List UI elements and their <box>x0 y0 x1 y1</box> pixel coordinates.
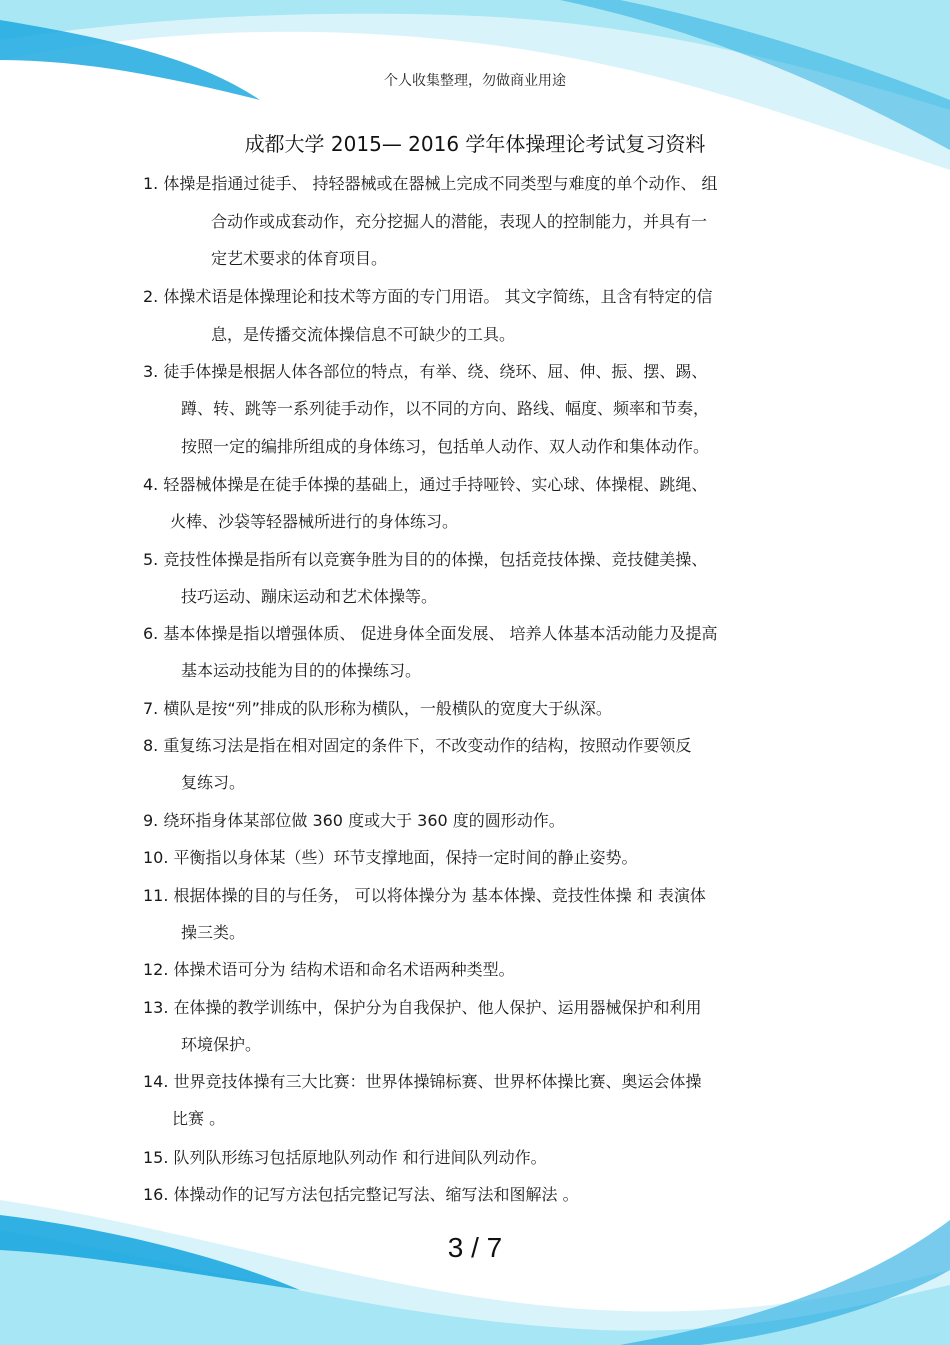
list-item: 10. 平衡指以身体某（些）环节支撑地面，保持一定时间的静止姿势。 <box>143 848 638 867</box>
list-item: 12. 体操术语可分为 结构术语和命名术语两种类型。 <box>143 960 515 979</box>
list-item: 1. 体操是指通过徒手、 持轻器械或在器械上完成不同类型与难度的单个动作、 组 <box>143 174 718 193</box>
list-item: 3. 徒手体操是根据人体各部位的特点，有举、绕、绕环、屈、伸、振、摆、踢、 <box>143 362 708 381</box>
list-item-continuation: 定艺术要求的体育项目。 <box>211 249 388 268</box>
list-item-continuation: 基本运动技能为目的的体操练习。 <box>181 661 422 680</box>
list-item: 5. 竞技性体操是指所有以竞赛争胜为目的的体操，包括竞技体操、竞技健美操、 <box>143 550 708 569</box>
document-title: 成都大学 2015— 2016 学年体操理论考试复习资料 <box>244 132 706 156</box>
list-item-continuation: 操三类。 <box>181 923 246 942</box>
list-item-continuation: 复练习。 <box>181 773 246 792</box>
list-item: 14. 世界竞技体操有三大比赛：世界体操锦标赛、世界杯体操比赛、奥运会体操 <box>143 1072 702 1091</box>
list-item: 8. 重复练习法是指在相对固定的条件下，不改变动作的结构，按照动作要领反 <box>143 736 692 755</box>
list-item-continuation: 比赛 。 <box>172 1109 226 1128</box>
list-item-continuation: 技巧运动、蹦床运动和艺术体操等。 <box>181 587 438 606</box>
header-note: 个人收集整理，勿做商业用途 <box>384 73 566 89</box>
list-item: 15. 队列队形练习包括原地队列动作 和行进间队列动作。 <box>143 1148 547 1167</box>
list-item: 11. 根据体操的目的与任务， 可以将体操分为 基本体操、竞技性体操 和 表演体 <box>143 886 706 905</box>
list-item-continuation: 火棒、沙袋等轻器械所进行的身体练习。 <box>170 512 459 531</box>
list-item-continuation: 息，是传播交流体操信息不可缺少的工具。 <box>211 325 516 344</box>
list-item: 13. 在体操的教学训练中，保护分为自我保护、他人保护、运用器械保护和利用 <box>143 998 702 1017</box>
list-item: 6. 基本体操是指以增强体质、 促进身体全面发展、 培养人体基本活动能力及提高 <box>143 624 718 643</box>
page-number: 3 / 7 <box>447 1232 503 1263</box>
list-item: 7. 横队是按“列”排成的队形称为横队，一般横队的宽度大于纵深。 <box>143 699 612 718</box>
list-item: 2. 体操术语是体操理论和技术等方面的专门用语。 其文字简练，且含有特定的信 <box>143 287 713 306</box>
list-item-continuation: 蹲、转、跳等一系列徒手动作，以不同的方向、路线、幅度、频率和节奏， <box>181 399 710 418</box>
list-item: 4. 轻器械体操是在徒手体操的基础上，通过手持哑铃、实心球、体操棍、跳绳、 <box>143 475 708 494</box>
list-item-continuation: 合动作或成套动作，充分挖掘人的潜能，表现人的控制能力，并具有一 <box>211 212 708 231</box>
list-item-continuation: 按照一定的编排所组成的身体练习，包括单人动作、双人动作和集体动作。 <box>181 437 710 456</box>
list-item: 9. 绕环指身体某部位做 360 度或大于 360 度的圆形动作。 <box>143 811 565 830</box>
list-item-continuation: 环境保护。 <box>181 1035 262 1054</box>
list-item: 16. 体操动作的记写方法包括完整记写法、缩写法和图解法 。 <box>143 1185 579 1204</box>
